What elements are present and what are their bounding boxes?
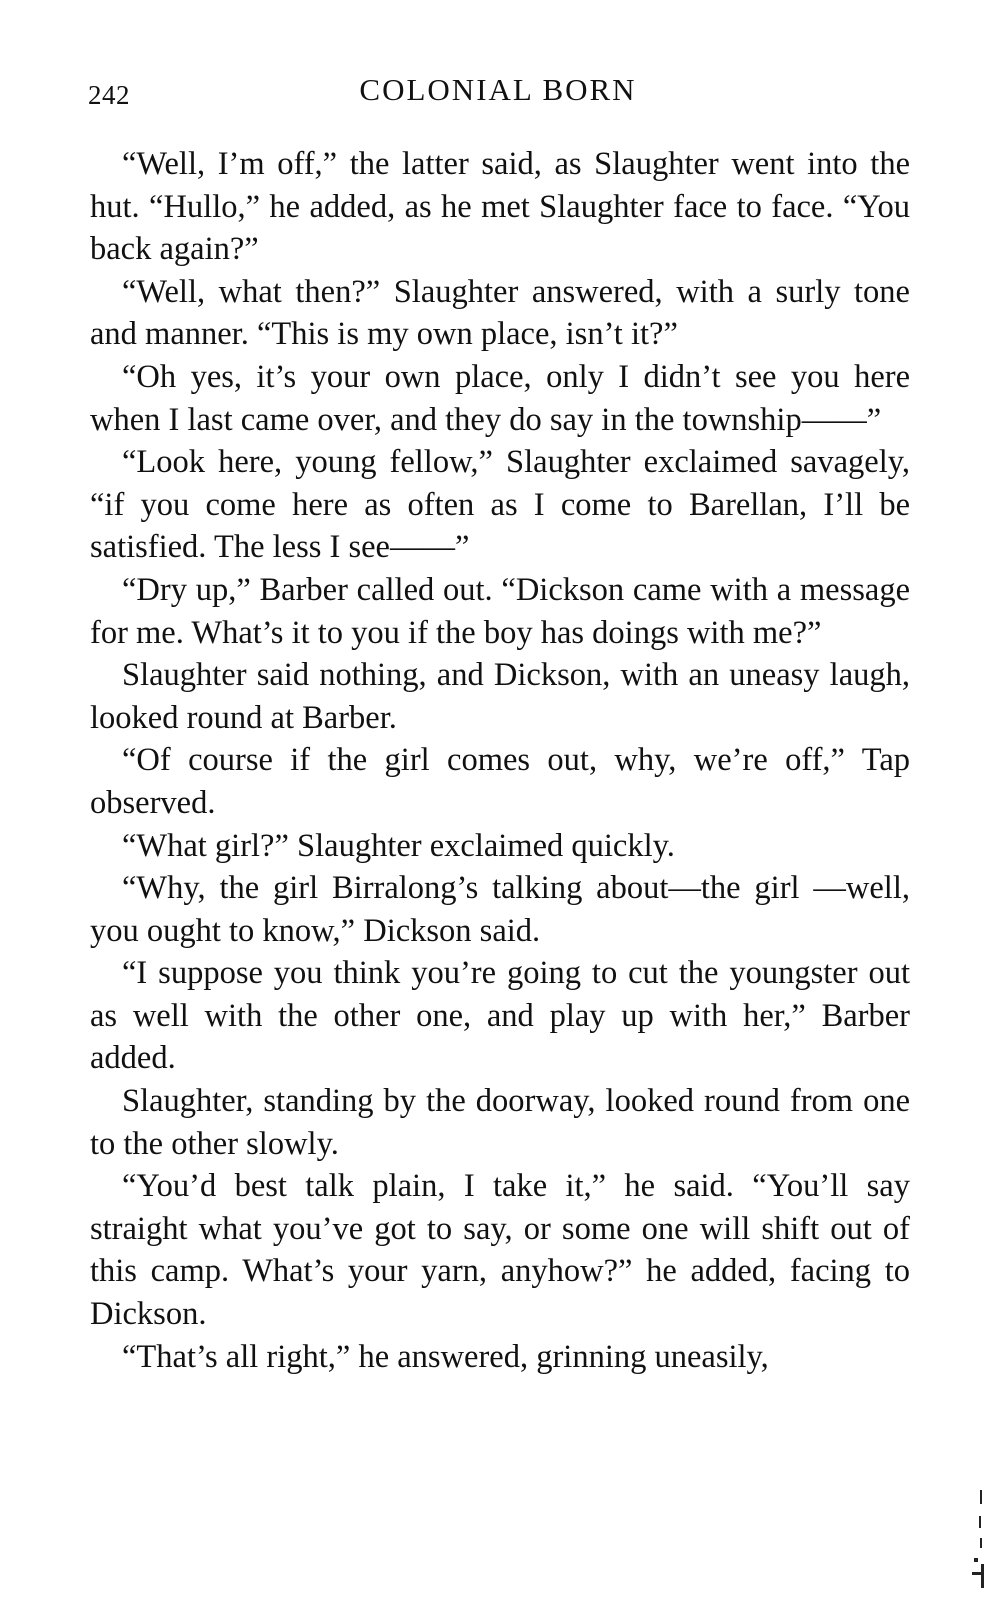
scan-edge-marks — [970, 1490, 986, 1590]
scan-edge-mark — [980, 1538, 982, 1548]
scan-edge-mark — [980, 1490, 982, 1504]
paragraph: “Well, what then?” Slaughter answered, with a surly tone and manner. “This is my own place, isn’t it?” — [90, 273, 910, 353]
scan-edge-mark — [974, 1558, 978, 1562]
scan-edge-mark — [981, 1564, 984, 1588]
paragraph: “What girl?” Slaughter exclaimed quickly. — [122, 827, 675, 864]
paragraph: “Well, I’m off,” the latter said, as Slaughter went into the hut. “Hullo,” he added, as he met Slaughter face to face. “You back again?” — [90, 146, 910, 268]
paragraph: “Why, the girl Birralong’s talking about—the girl —well, you ought to know,” Dickson said. — [90, 870, 910, 949]
paragraph: Slaughter said nothing, and Dickson, with an uneasy laugh, looked round at Barber. — [90, 657, 910, 736]
paragraph: “Dry up,” Barber called out. “Dickson came with a message for me. What’s it to you if the boy has doings with me?” — [90, 571, 910, 651]
paragraph: “Oh yes, it’s your own place, only I didn’t see you here when I last came over, and they do say in the township——” — [90, 358, 910, 438]
paragraph: Slaughter, standing by the doorway, looked round from one to the other slowly. — [90, 1083, 910, 1162]
paragraph: “Look here, young fellow,” Slaughter exclaimed savagely, “if you come here as often as I come to Barellan, I’ll be satisfied. The less I see——” — [90, 444, 910, 566]
page-header — [88, 72, 908, 122]
paragraph: “Of course if the girl comes out, why, we’re off,” Tap observed. — [90, 742, 910, 821]
paragraph: “You’d best talk plain, I take it,” he said. “You’ll say straight what you’ve got to say, or some one will shift out of this camp. What’s your yarn, anyhow?” he added, facing to Dickson. — [90, 1168, 910, 1333]
paragraph: “That’s all right,” he answered, grinning uneasily, — [122, 1338, 769, 1375]
scan-edge-mark — [979, 1516, 981, 1528]
paragraph: “I suppose you think you’re going to cut the youngster out as well with the other one, and play up with her,” Barber added. — [90, 955, 910, 1077]
page-number: 242 — [88, 80, 130, 110]
running-title: COLONIAL BORN — [359, 72, 637, 107]
body-text — [90, 143, 910, 1378]
